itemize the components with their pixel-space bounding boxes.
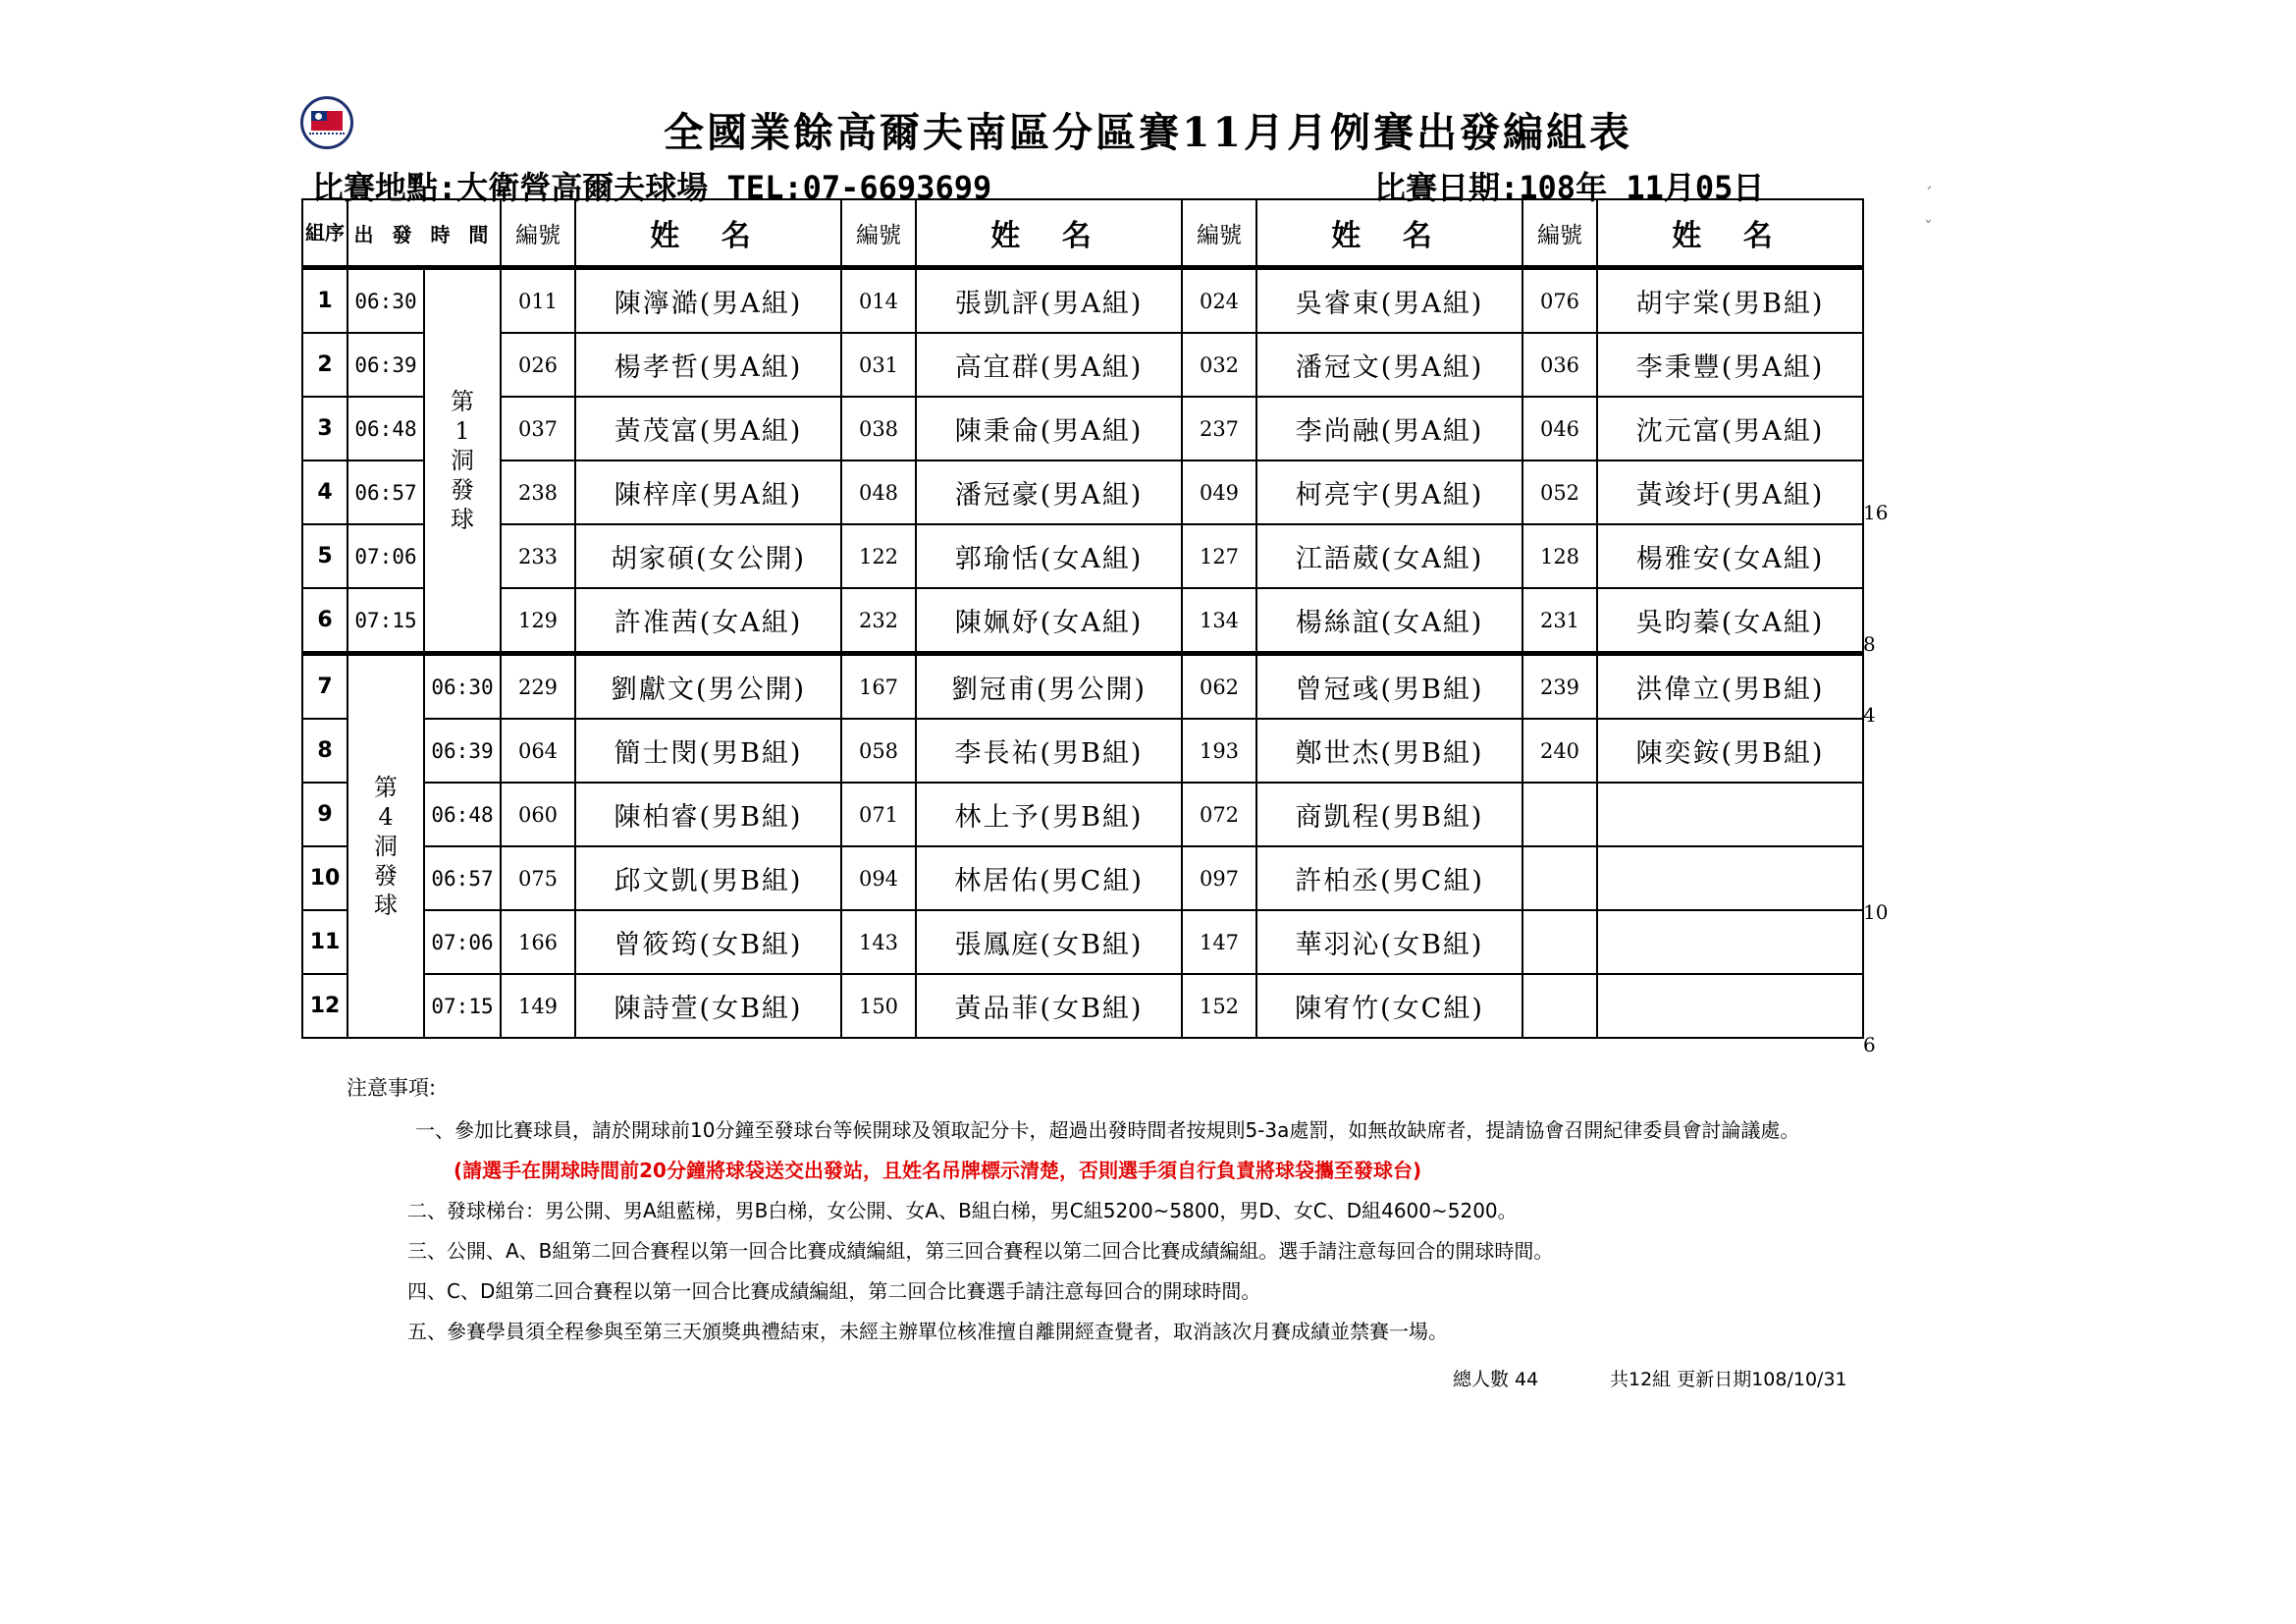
- player-name: 許柏丞(男C組): [1256, 846, 1522, 910]
- player-name: 陳梓庠(男A組): [575, 460, 841, 524]
- start-time: 06:30: [347, 268, 424, 334]
- group-seq: 8: [302, 719, 347, 783]
- player-name: 陳姵妤(女A組): [916, 588, 1182, 654]
- player-name: 鄭世杰(男B組): [1256, 719, 1522, 783]
- start-hole-char: 第: [451, 388, 474, 415]
- player-name: 商凱程(男B組): [1256, 783, 1522, 846]
- player-name: 許准茜(女A組): [575, 588, 841, 654]
- player-code: 014: [841, 268, 916, 334]
- player-name: 黃茂富(男A組): [575, 397, 841, 460]
- group-row: [302, 910, 1863, 974]
- player-name: 林居佑(男C組): [916, 846, 1182, 910]
- player-name: 曾冠彧(男B組): [1256, 654, 1522, 720]
- group-seq: 7: [302, 654, 347, 720]
- player-name: 劉獻文(男公開): [575, 654, 841, 720]
- player-code: 052: [1522, 460, 1597, 524]
- player-code: 024: [1182, 268, 1256, 334]
- header-name: 姓 名: [1256, 199, 1522, 268]
- start-time: 07:06: [347, 524, 424, 588]
- start-hole-char: 洞: [451, 447, 474, 474]
- player-code: 122: [841, 524, 916, 588]
- player-name: 柯亮宇(男A組): [1256, 460, 1522, 524]
- player-name: 曾筱筠(女B組): [575, 910, 841, 974]
- group-row: [302, 460, 1863, 524]
- player-name: [1597, 910, 1863, 974]
- player-code: [1522, 846, 1597, 910]
- player-code: 167: [841, 654, 916, 720]
- player-name: 林上予(男B組): [916, 783, 1182, 846]
- player-code: 011: [501, 268, 575, 334]
- player-code: 072: [1182, 783, 1256, 846]
- player-name: 黃竣圩(男A組): [1597, 460, 1863, 524]
- player-name: 沈元富(男A組): [1597, 397, 1863, 460]
- start-hole-char: 球: [374, 892, 398, 919]
- groups-updated: 共12組 更新日期108/10/31: [1610, 1369, 1847, 1390]
- group-row: [302, 719, 1863, 783]
- group-seq: 4: [302, 460, 347, 524]
- player-name: 楊雅安(女A組): [1597, 524, 1863, 588]
- group-seq: 6: [302, 588, 347, 654]
- venue-info: 比賽地點:大衛營高爾夫球場 TEL:07-6693699: [312, 169, 992, 206]
- note-item: 一、參加比賽球員，請於開球前10分鐘至發球台等候開球及領取記分卡，超過出發時間者按規則5-3a處罰，如無故缺席者，提請協會召開紀律委員會討論議處。: [415, 1118, 1800, 1142]
- group-row: [302, 846, 1863, 910]
- player-name: 劉冠甫(男公開): [916, 654, 1182, 720]
- player-code: 240: [1522, 719, 1597, 783]
- group-seq: 12: [302, 974, 347, 1038]
- player-code: 075: [501, 846, 575, 910]
- player-code: 166: [501, 910, 575, 974]
- header-code: 編號: [1522, 199, 1597, 268]
- player-code: [1522, 783, 1597, 846]
- player-code: 049: [1182, 460, 1256, 524]
- player-name: 李尚融(男A組): [1256, 397, 1522, 460]
- player-code: 129: [501, 588, 575, 654]
- player-code: 036: [1522, 333, 1597, 397]
- group-row: [302, 654, 1863, 720]
- group-row: [302, 974, 1863, 1038]
- start-hole-char: 發: [451, 476, 474, 504]
- total-count: 總人數 44: [1453, 1369, 1539, 1390]
- note-item: 四、C、D組第二回合賽程以第一回合比賽成績編組，第二回合比賽選手請注意每回合的開球時間。: [407, 1279, 1261, 1303]
- start-hole-char: 洞: [374, 833, 398, 860]
- player-code: [1522, 910, 1597, 974]
- edge-mark: ˊ: [1924, 185, 1933, 205]
- player-code: 147: [1182, 910, 1256, 974]
- group-seq: 10: [302, 846, 347, 910]
- player-name: 陳詩萱(女B組): [575, 974, 841, 1038]
- player-name: 陳柏睿(男B組): [575, 783, 841, 846]
- player-name: 胡家碩(女公開): [575, 524, 841, 588]
- player-code: 149: [501, 974, 575, 1038]
- start-hole-char: 第: [374, 774, 398, 801]
- player-name: 邱文凱(男B組): [575, 846, 841, 910]
- player-code: 229: [501, 654, 575, 720]
- player-code: 062: [1182, 654, 1256, 720]
- side-count: 6: [1863, 1033, 1876, 1056]
- player-code: 058: [841, 719, 916, 783]
- note-item: 五、參賽學員須全程參與至第三天頒獎典禮結束，未經主辦單位核准擅自離開經查覺者，取消該次月賽成績並禁賽一場。: [407, 1320, 1448, 1343]
- group-seq: 1: [302, 268, 347, 334]
- side-count: 8: [1863, 632, 1876, 656]
- group-seq: 5: [302, 524, 347, 588]
- group-seq: 3: [302, 397, 347, 460]
- start-time: 06:39: [424, 719, 501, 783]
- group-row: [302, 268, 1863, 334]
- player-code: 037: [501, 397, 575, 460]
- note-item-warning: (請選手在開球時間前20分鐘將球袋送交出發站，且姓名吊牌標示清楚，否則選手須自行負責將球袋攜至發球台): [454, 1159, 1422, 1182]
- group-row: [302, 783, 1863, 846]
- header-row: [302, 199, 1863, 268]
- start-hole-char: 1: [454, 417, 470, 445]
- player-name: 郭瑜恬(女A組): [916, 524, 1182, 588]
- player-name: 楊絲誼(女A組): [1256, 588, 1522, 654]
- player-code: 031: [841, 333, 916, 397]
- player-name: 張鳳庭(女B組): [916, 910, 1182, 974]
- start-hole-char: 球: [451, 506, 474, 533]
- start-time: 07:06: [424, 910, 501, 974]
- player-code: 076: [1522, 268, 1597, 334]
- header-code: 編號: [841, 199, 916, 268]
- group-row: [302, 397, 1863, 460]
- header-seq: 組序: [302, 199, 347, 268]
- group-seq: 9: [302, 783, 347, 846]
- start-time: 06:48: [424, 783, 501, 846]
- player-name: [1597, 783, 1863, 846]
- player-code: 233: [501, 524, 575, 588]
- player-code: 239: [1522, 654, 1597, 720]
- start-hole-char: 4: [378, 803, 394, 831]
- player-code: 026: [501, 333, 575, 397]
- player-code: 237: [1182, 397, 1256, 460]
- player-name: 陳宥竹(女C組): [1256, 974, 1522, 1038]
- header-name: 姓 名: [575, 199, 841, 268]
- player-code: 150: [841, 974, 916, 1038]
- player-code: 193: [1182, 719, 1256, 783]
- player-code: 060: [501, 783, 575, 846]
- player-code: 232: [841, 588, 916, 654]
- header-name: 姓 名: [1597, 199, 1863, 268]
- player-code: 127: [1182, 524, 1256, 588]
- player-name: 高宜群(男A組): [916, 333, 1182, 397]
- notes-label: 注意事項:: [347, 1076, 437, 1100]
- player-name: 楊孝哲(男A組): [575, 333, 841, 397]
- player-code: 097: [1182, 846, 1256, 910]
- player-code: 238: [501, 460, 575, 524]
- player-name: 李秉豐(男A組): [1597, 333, 1863, 397]
- player-name: 吳昀蓁(女A組): [1597, 588, 1863, 654]
- player-name: 李長祐(男B組): [916, 719, 1182, 783]
- start-hole-char: 發: [374, 862, 398, 890]
- player-name: 潘冠文(男A組): [1256, 333, 1522, 397]
- player-name: 陳秉侖(男A組): [916, 397, 1182, 460]
- player-code: 071: [841, 783, 916, 846]
- player-name: 簡士閔(男B組): [575, 719, 841, 783]
- header-name: 姓 名: [916, 199, 1182, 268]
- side-count: 4: [1863, 703, 1876, 727]
- start-hole-label: [424, 268, 501, 654]
- player-code: 048: [841, 460, 916, 524]
- edge-mark: ˇ: [1924, 218, 1933, 239]
- header-code: 編號: [1182, 199, 1256, 268]
- player-code: 032: [1182, 333, 1256, 397]
- player-name: [1597, 974, 1863, 1038]
- side-count: 10: [1863, 900, 1889, 924]
- note-item: 二、發球梯台：男公開、男A組藍梯，男B白梯，女公開、女A、B組白梯，男C組5200~5800，男D、女C、D組4600~5200。: [407, 1199, 1518, 1222]
- player-code: [1522, 974, 1597, 1038]
- player-name: 黃品菲(女B組): [916, 974, 1182, 1038]
- player-name: 胡宇棠(男B組): [1597, 268, 1863, 334]
- player-code: 231: [1522, 588, 1597, 654]
- player-name: 吳睿東(男A組): [1256, 268, 1522, 334]
- player-code: 128: [1522, 524, 1597, 588]
- start-time: 06:48: [347, 397, 424, 460]
- start-time: 06:39: [347, 333, 424, 397]
- player-name: 張凱評(男A組): [916, 268, 1182, 334]
- start-hole-label: [347, 654, 424, 1039]
- page-title: 全國業餘高爾夫南區分區賽11月月例賽出發編組表: [663, 109, 1633, 156]
- player-code: 143: [841, 910, 916, 974]
- player-name: 陳濘澔(男A組): [575, 268, 841, 334]
- player-code: 064: [501, 719, 575, 783]
- player-code: 046: [1522, 397, 1597, 460]
- player-name: 洪偉立(男B組): [1597, 654, 1863, 720]
- player-code: 094: [841, 846, 916, 910]
- group-seq: 2: [302, 333, 347, 397]
- side-count: 16: [1863, 501, 1889, 524]
- player-code: 134: [1182, 588, 1256, 654]
- group-row: [302, 333, 1863, 397]
- tee-time-table: [301, 198, 1864, 1039]
- start-time: 06:57: [424, 846, 501, 910]
- header-code: 編號: [501, 199, 575, 268]
- group-seq: 11: [302, 910, 347, 974]
- header-start-time: 出 發 時 間: [347, 199, 501, 268]
- start-time: 06:57: [347, 460, 424, 524]
- start-time: 06:30: [424, 654, 501, 720]
- player-name: [1597, 846, 1863, 910]
- player-name: 華羽沁(女B組): [1256, 910, 1522, 974]
- player-name: 潘冠豪(男A組): [916, 460, 1182, 524]
- note-item: 三、公開、A、B組第二回合賽程以第一回合比賽成績編組，第三回合賽程以第二回合比賽成績編組。選手請注意每回合的開球時間。: [407, 1239, 1554, 1263]
- group-row: [302, 588, 1863, 654]
- player-name: 陳奕銨(男B組): [1597, 719, 1863, 783]
- player-code: 038: [841, 397, 916, 460]
- event-date: 比賽日期:108年 11月05日: [1374, 169, 1765, 206]
- player-code: 152: [1182, 974, 1256, 1038]
- player-name: 江語葳(女A組): [1256, 524, 1522, 588]
- start-time: 07:15: [424, 974, 501, 1038]
- start-time: 07:15: [347, 588, 424, 654]
- group-row: [302, 524, 1863, 588]
